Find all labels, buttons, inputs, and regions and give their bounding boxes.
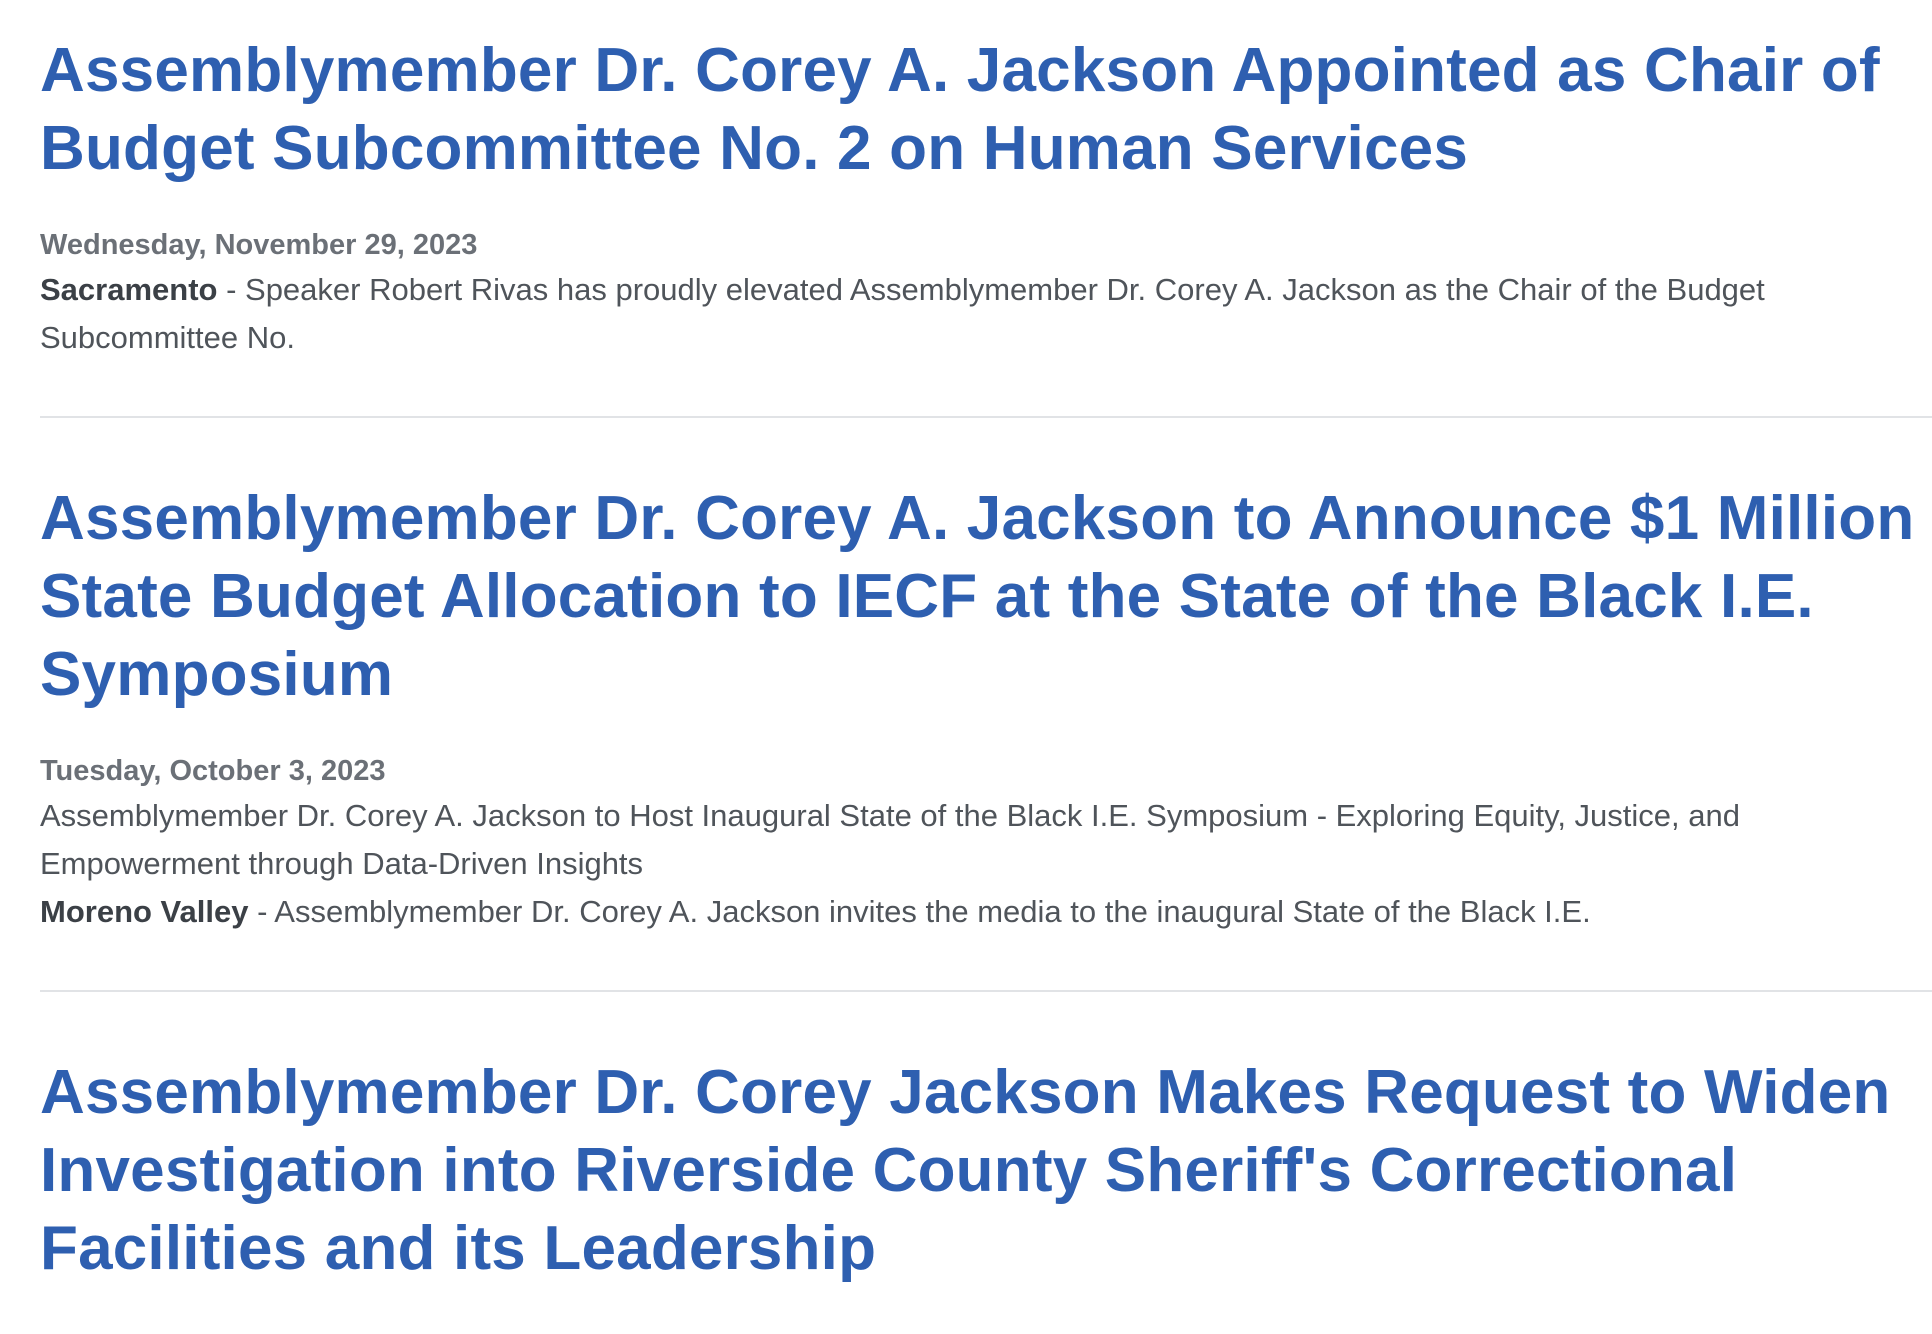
article-summary-text: - Speaker Robert Rivas has proudly elevated Assemblymember Dr. Corey A. Jackson as the Chair of the Budget Subcommittee No.	[40, 272, 1765, 355]
article-date: Wednesday, November 29, 2023	[40, 229, 478, 261]
article-title-link[interactable]	[40, 1054, 1920, 1288]
article-location: Moreno Valley	[40, 894, 249, 929]
article-location: Sacramento	[40, 272, 218, 307]
article-link[interactable]: Assemblymember Dr. Corey A. Jackson to Announce $1 Million State Budget Allocation to IECF at the State of the Black I.E. Symposium	[40, 484, 1915, 709]
news-article	[40, 32, 1932, 362]
article-title-link[interactable]	[40, 480, 1920, 714]
article-date: Tuesday, October 3, 2023	[40, 755, 386, 787]
article-title-link[interactable]	[40, 32, 1920, 188]
article-divider	[40, 416, 1932, 418]
article-summary	[40, 266, 1920, 362]
article-summary	[40, 888, 1920, 936]
article-link[interactable]: Assemblymember Dr. Corey A. Jackson Appointed as Chair of Budget Subcommittee No. 2 on Human Services	[40, 36, 1880, 183]
news-article	[40, 480, 1932, 936]
article-subheading: Assemblymember Dr. Corey A. Jackson to Host Inaugural State of the Black I.E. Symposium - Exploring Equity, Justice, and Empowerment through Data-Driven Insights	[40, 798, 1740, 881]
article-summary-text: - Assemblymember Dr. Corey A. Jackson invites the media to the inaugural State of the Black I.E.	[248, 894, 1591, 929]
article-link[interactable]: Assemblymember Dr. Corey Jackson Makes Request to Widen Investigation into Riverside County Sheriff's Correctional Facilities and its Leadership	[40, 1058, 1891, 1283]
article-divider	[40, 990, 1932, 992]
news-list	[40, 32, 1932, 1288]
news-article	[40, 1054, 1932, 1288]
